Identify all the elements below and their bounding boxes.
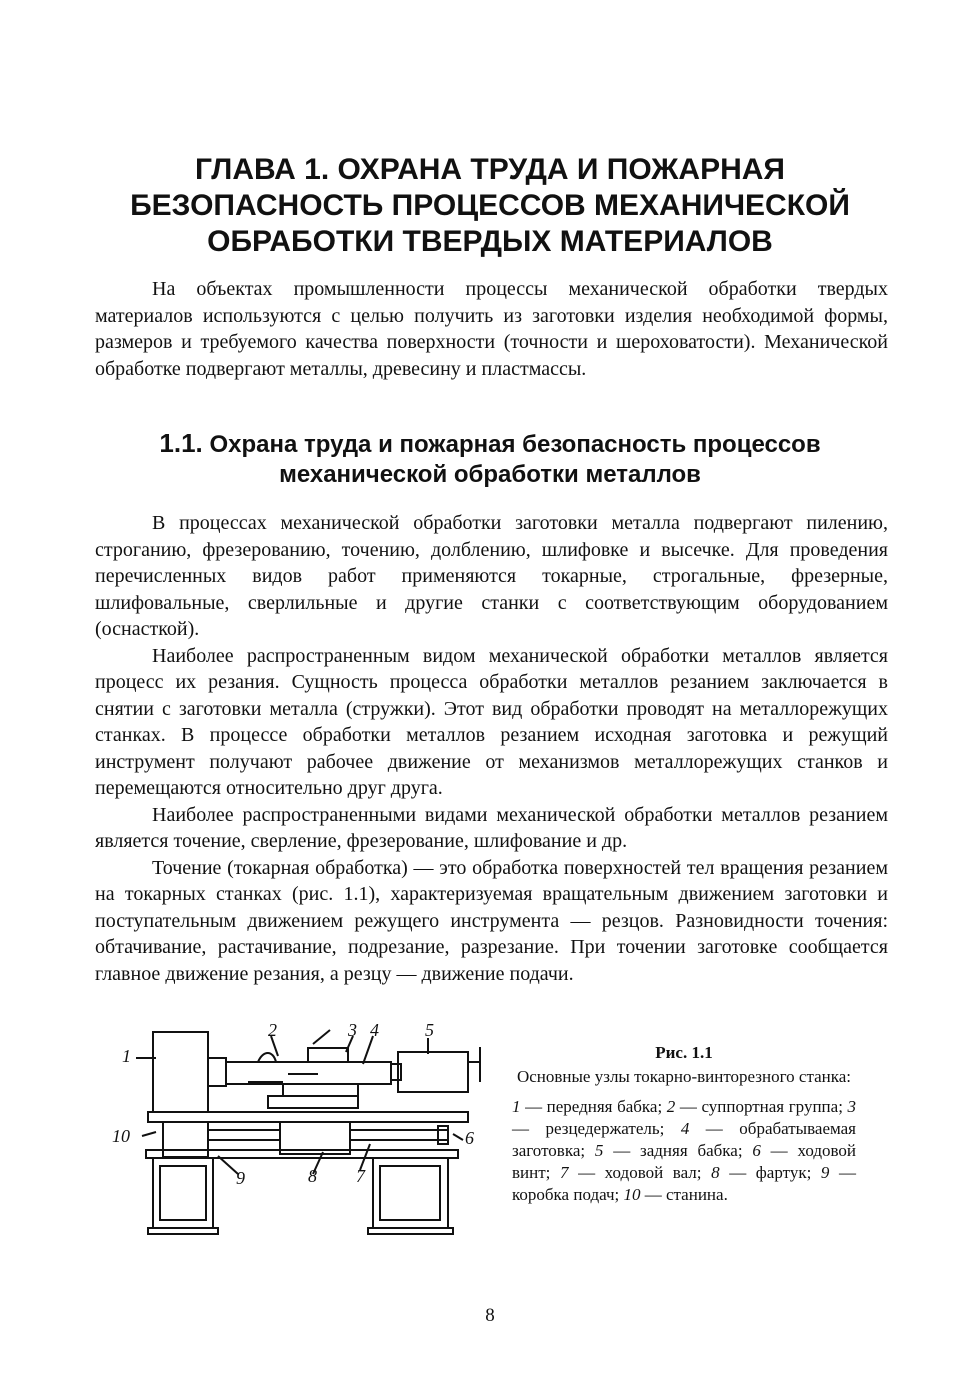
tailstock-shape [398, 1052, 468, 1092]
figure-title: Основные узлы токарно-винторезного станка: [516, 1067, 852, 1086]
chapter-title-line: БЕЗОПАСНОСТЬ ПРОЦЕССОВ МЕХАНИЧЕСКОЙ [130, 189, 850, 222]
toolpost-shape [308, 1048, 348, 1062]
label-10: 10 [112, 1126, 130, 1146]
section-title-text: Охрана труда и пожарная безопасность процессов [209, 431, 821, 458]
legend-number: 3 [847, 1097, 856, 1116]
bed-top-shape [148, 1112, 468, 1122]
chapter-title [100, 152, 880, 260]
legend-text: — станина. [640, 1185, 728, 1204]
legend-number: 7 [559, 1163, 569, 1182]
label-4: 4 [370, 1022, 379, 1040]
body-paragraph: В процессах механической обработки заготовки металла подвергают пилению, строганию, фрезерованию, точению, долблению, шлифовке и высечке. Для проведения перечисленных видов работ применяются токарные, строгальные, фрезерные, шлифовальные, сверлильные и другие станки с соответствующим оборудованием (оснасткой). [95, 512, 888, 640]
label-8: 8 [308, 1166, 317, 1186]
body-paragraph: Наиболее распространенными видами механической обработки металлов резанием является точение, сверление, фрезерование, шлифование и др. [95, 803, 888, 852]
legend-number: 9 [820, 1163, 830, 1182]
legend-text: — ходовой вал; [568, 1163, 712, 1182]
feedbox-shape [163, 1122, 208, 1157]
figure-number: Рис. 1.1 [655, 1043, 713, 1062]
legend-text: — обрабатываемая заготовка; [512, 1119, 856, 1160]
intro-block [95, 276, 888, 382]
legend-number: 5 [594, 1141, 604, 1160]
right-leg-shape [373, 1158, 448, 1228]
legend-number: 8 [711, 1163, 720, 1182]
legend-text: — коробка подач; [512, 1163, 857, 1204]
lathe-drawing [108, 1022, 498, 1247]
body-paragraph: Точение (токарная обработка) — это обработка поверхностей тел вращения резанием на токарных станках (рис. 1.1), характеризуемая вращательным движением заготовки и поступательным движением режущего инструмента — резцов. Разновидности точения: обтачивание, растачивание, подрезание, разрезание. При точении заготовке сообщается главное движение резания, а резцу — движение подачи. [95, 856, 888, 985]
label-3: 3 [348, 1022, 357, 1040]
legend-number: 4 [680, 1119, 690, 1138]
body-paragraph: Наиболее распространенным видом механической обработки металлов является процесс их резания. Сущность процесса обработки металлов резанием заключается в снятии с заготовки металла (стружки). Этот вид обработки проводят на металлорежущих станках. В процессе обработки металлов резанием исходная заготовка и режущий инструмент получают рабочее движение от механизмов металлорежущих станков и перемещаются относительно друг друга. [95, 644, 888, 799]
label-1: 1 [122, 1046, 131, 1066]
section-title-line [100, 428, 880, 460]
legend-text: — передняя бабка; [520, 1097, 667, 1116]
legend-text: — задняя бабка; [603, 1141, 753, 1160]
section-title [100, 428, 880, 490]
figure-legend [512, 1096, 856, 1206]
label-2: 2 [268, 1022, 277, 1040]
headstock-shape [153, 1032, 208, 1112]
intro-paragraph: На объектах промышленности процессы механической обработки твердых материалов используются с целью получить из заготовки изделия необходимой формы, размеров и требуемого качества поверхности (точности и шероховатости). Механической обработке подвергают металлы, древесину и пластмассы. [95, 278, 888, 380]
section-number: 1.1. [159, 428, 203, 458]
legend-text: — резцедержатель; [512, 1119, 681, 1138]
legend-text: — фартук; [719, 1163, 821, 1182]
label-5: 5 [425, 1022, 434, 1040]
label-6: 6 [465, 1128, 474, 1148]
legend-number: 6 [752, 1141, 761, 1160]
legend-number: 10 [623, 1185, 641, 1204]
chapter-title-line: ОБРАБОТКИ ТВЕРДЫХ МАТЕРИАЛОВ [207, 225, 773, 258]
legend-number: 1 [512, 1097, 521, 1116]
page-number: 8 [485, 1305, 495, 1326]
label-7: 7 [356, 1166, 365, 1186]
label-9: 9 [236, 1168, 245, 1188]
legend-text: — ходовой винт; [512, 1141, 856, 1182]
left-leg-shape [153, 1158, 213, 1228]
body-block [95, 510, 888, 987]
section-title-line: механической обработки металлов [279, 461, 701, 488]
chapter-title-line: ГЛАВА 1. ОХРАНА ТРУДА И ПОЖАРНАЯ [195, 153, 785, 186]
lathe-figure [108, 1022, 498, 1247]
legend-number: 2 [666, 1097, 676, 1116]
figure-caption [512, 1042, 856, 1206]
legend-text: — суппортная группа; [675, 1097, 848, 1116]
